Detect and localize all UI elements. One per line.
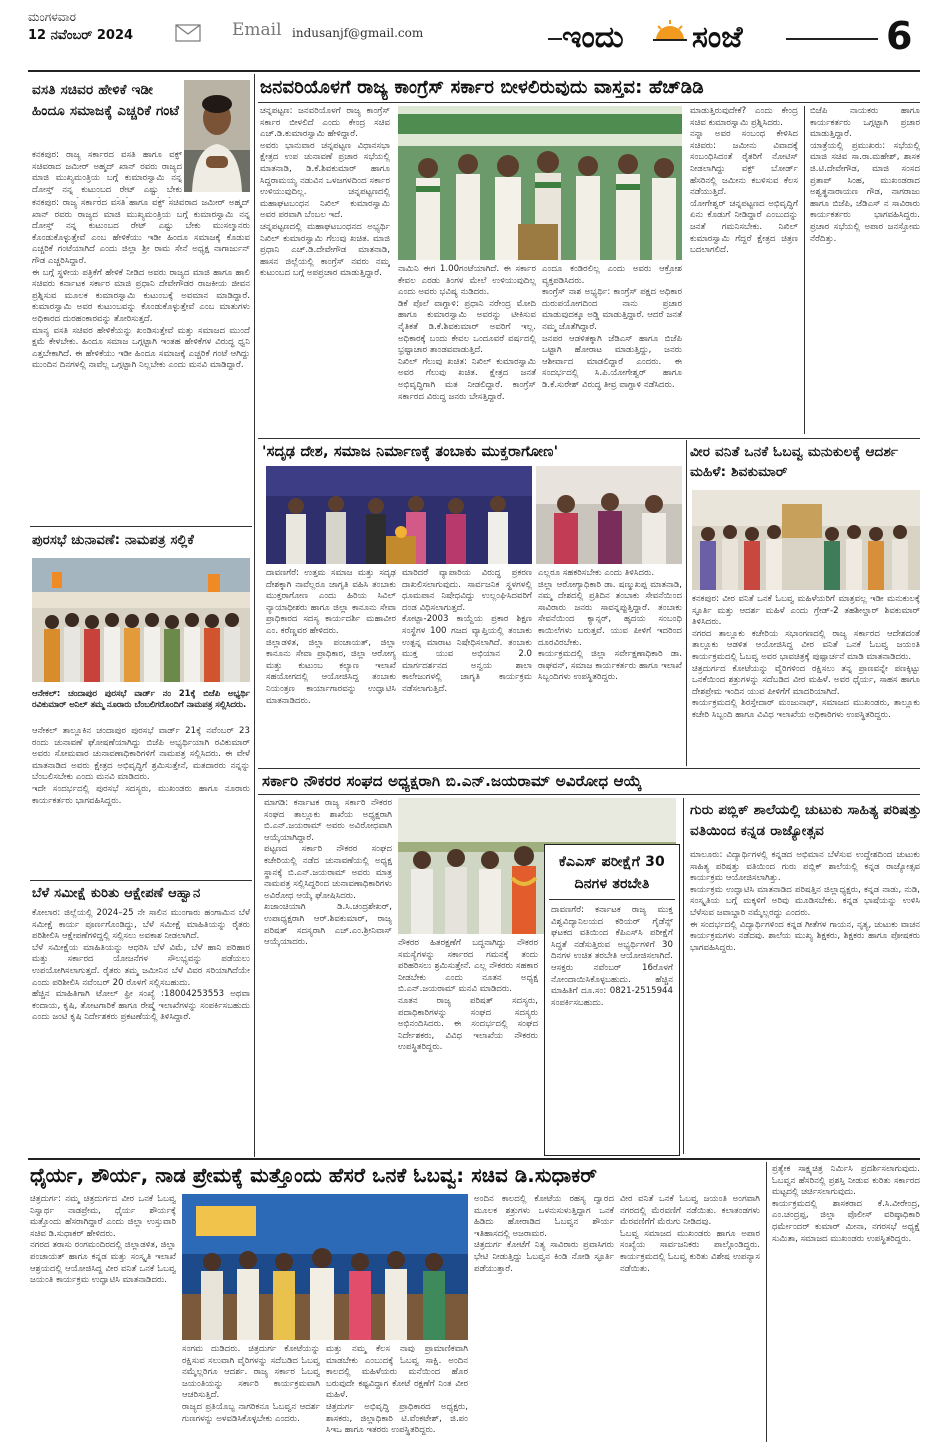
photo-sadrudha-right [536,466,682,564]
article-veeravanithe-body: ಕನಕಪುರ: ವೀರ ವನಿತೆ ಒನಕೆ ಓಬವ್ವ ಮಹಿಳೆಯರಿಗೆ ಮಾತ್ರವಲ್ಲ ಇಡೀ ಮನುಕುಲಕ್ಕೆ ಸ್ಫೂರ್ತಿ ಮತ್ತು ಆದರ್ಶ ಮಹಿಳೆ ಎಂದು ಗ್ರೇಡ್-2 ತಹಶೀಲ್ದಾರ್ ಶಿವಕುಮಾರ್ ತಿಳಿಸಿದರು. ನಗರದ ತಾಲ್ಲೂಕು ಕಚೇರಿಯ ಸಭಾಂಗಣದಲ್ಲಿ ರಾಜ್ಯ ಸರ್ಕಾರದ ಆದೇಶದಂತೆ ತಾಲ್ಲೂಕು ಆಡಳಿತ ಆಯೋಜಿಸಿದ್ದ ವೀರ ವನಿತೆ ಒನಕೆ ಓಬವ್ವ ಜಯಂತಿ ಕಾರ್ಯಕ್ರಮದಲ್ಲಿ ಓಬವ್ವ ಅವರ ಭಾವಚಿತ್ರಕ್ಕೆ ಪುಷ್ಪಾರ್ಚನೆ ಮಾಡಿ ಮಾತನಾಡಿದರು. ಚಿತ್ರದುರ್ಗದ ಕೋಟೆಯನ್ನು ವೈರಿಗಳಿಂದ ರಕ್ಷಿಸಲು ತನ್ನ ಪ್ರಾಣವನ್ನೇ ಪಣಕ್ಕಿಟ್ಟು ಒನಕೆಯಿಂದ ಶತ್ರುಗಳನ್ನು ಸದೆಬಡಿದ ವೀರ ಮಹಿಳೆ. ಅವರ ಧೈರ್ಯ, ಸಾಹಸ ಹಾಗೂ ದೇಶಪ್ರೇಮ ಇಂದಿನ ಯುವ ಪೀಳಿಗೆಗೆ ಮಾದರಿಯಾಗಿದೆ. ಕಾರ್ಯಕ್ರಮದಲ್ಲಿ ಶಿರಸ್ತೇದಾರ್ ಮಂಜುನಾಥ್, ಸಮಾಜದ ಮುಖಂಡರು, ತಾಲ್ಲೂಕು ಕಚೇರಿ ಸಿಬ್ಬಂದಿ ಹಾಗೂ ವಿವಿಧ ಇಲಾಖೆಯ ಅಧಿಕಾರಿಗಳು ಉಪಸ್ಥಿತರಿದ್ದರು. [692,594,920,720]
article-dhairya-col3: ಮತ್ತು ನಮ್ಮ ಕೆಲಸ ನಾವು ಪ್ರಾಮಾಣಿಕವಾಗಿ ಮಾಡಬೇಕು ಎಂಬುದಕ್ಕೆ ಓಬವ್ವ ಸಾಕ್ಷಿ. ಅಂದಿನ ಕಾಲದಲ್ಲಿ ಮಹಿಳೆಯರು ಮನೆಯಿಂದ ಹೊರ ಬರುವುದೇ ಕಷ್ಟವಿದ್ದಾಗ ಕೋಟೆ ರಕ್ಷಣೆಗೆ ನಿಂತ ವೀರ ಮಹಿಳೆ. ಚಿತ್ರದುರ್ಗ ಅಭಿವೃದ್ಧಿ ಪ್ರಾಧಿಕಾರದ ಅಧ್ಯಕ್ಷರು, ಶಾಸಕರು, ಜಿಲ್ಲಾಧಿಕಾರಿ ಟಿ.ವೆಂಕಟೇಶ್, ಜಿ.ಪಂ ಸಿಇಒ ಹಾಗೂ ಇತರರು ಉಪಸ್ಥಿತರಿದ್ದರು. [326,1344,468,1436]
masthead [0,0,945,68]
article-sadrudha-title: 'ಸದೃಢ ದೇಶ, ಸಮಾಜ ನಿರ್ಮಾಣಕ್ಕೆ ತಂಬಾಕು ಮುಕ್ತರಾಗೋಣ' [262,444,559,460]
kaves-title-rule [549,899,675,900]
article-dhairya-col5: ವೀರ ವನಿತೆ ಒನಕೆ ಓಬವ್ವ ಜಯಂತಿ ಅಂಗವಾಗಿ ನಗರದಲ್ಲಿ ಮೆರವಣಿಗೆ ನಡೆಯಿತು. ಕಲಾತಂಡಗಳು ಮೆರವಣಿಗೆಗೆ ಮೆರುಗು ನೀಡಿದವು. ಓಬವ್ವ ಸಮಾಜದ ಮುಖಂಡರು ಹಾಗೂ ಅಪಾರ ಸಂಖ್ಯೆಯ ಸಾರ್ವಜನಿಕರು ಪಾಲ್ಗೊಂಡಿದ್ದರು. ಕಾರ್ಯಕ್ರಮದಲ್ಲಿ ಓಬವ್ವ ಕುರಿತು ವಿಶೇಷ ಉಪನ್ಯಾಸ ನಡೆಯಿತು. [620,1194,760,1274]
email-label: Email [232,20,282,40]
photo-purasabhe [32,558,250,682]
article-janavari-col4: ಮಾಡುತ್ತಿರುವುದೇಕೆ? ಎಂದು ಕೇಂದ್ರ ಸಚಿವ ಕುಮಾರಸ್ವಾಮಿ ಪ್ರಶ್ನಿಸಿದರು. ನನ್ನಾ ಅವರ ಸಂಬಂಧ ಕೇಳಿಸಿದ ಸಚಿವರು: ಜಮೀನು ವಿವಾದಕ್ಕೆ ಸಂಬಂಧಿಸಿದಂತೆ ರೈತರಿಗೆ ನೋಟಿಸ್ ನೀಡಲಾಗಿದ್ದು ವಕ್ಫ್ ಬೋರ್ಡ್ ಹೆಸರಿನಲ್ಲಿ ಜಮೀನು ಕಬಳಿಸುವ ಕೆಲಸ ನಡೆಯುತ್ತಿದೆ. ಯೋಗೇಶ್ವರ್ ಚನ್ನಪಟ್ಟಣದ ಅಭಿವೃದ್ಧಿಗೆ ಏನು ಕೊಡುಗೆ ನೀಡಿದ್ದಾರೆ ಎಂಬುದನ್ನು ಜನತೆ ಗಮನಿಸಬೇಕು. ನಿಖಿಲ್ ಕುಮಾರಸ್ವಾಮಿ ಗೆದ್ದರೆ ಕ್ಷೇತ್ರದ ಚಿತ್ರಣ ಬದಲಾಗಲಿದೆ. [690,106,798,256]
article-janavari-title: ಜನವರಿಯೊಳಗೆ ರಾಜ್ಯ ಕಾಂಗ್ರೆಸ್ ಸರ್ಕಾರ ಬೀಳಲಿರುವುದು ವಾಸ್ತವ: ಹೆಚ್‌ಡಿಡಿ [260,77,704,98]
article-sarkari-title: ಸರ್ಕಾರಿ ನೌಕರರ ಸಂಘದ ಅಧ್ಯಕ್ಷರಾಗಿ ಬಿ.ಎನ್.ಜಯರಾಮ್ ಅವಿರೋಧ ಆಯ್ಕೆ [262,772,643,790]
logo-line-right [786,38,878,40]
article-bele-title: ಬೆಳೆ ಸಮೀಕ್ಷೆ ಕುರಿತು ಆಕ್ಷೇಪಣೆ ಆಹ್ವಾನ [32,886,201,901]
article-dhairya-col2: ಸಂಗಮ ದುಡಿದರು. ಚಿತ್ರದುರ್ಗ ಕೋಟೆಯನ್ನು ರಕ್ಷಿಸುವ ಸಲುವಾಗಿ ವೈರಿಗಳನ್ನು ಸದೆಬಡಿದ ಓಬವ್ವ ನಮ್ಮೆಲ್ಲರಿಗೂ ಆದರ್ಶ. ರಾಜ್ಯ ಸರ್ಕಾರ ಓಬವ್ವ ಜಯಂತಿಯನ್ನು ಸರ್ಕಾರಿ ಕಾರ್ಯಕ್ರಮವಾಗಿ ಆಚರಿಸುತ್ತಿದೆ. ರಾಜ್ಯದ ಪ್ರತಿಯೊಬ್ಬ ನಾಗರಿಕನೂ ಓಬವ್ವನ ಆದರ್ಶ ಗುಣಗಳನ್ನು ಅಳವಡಿಸಿಕೊಳ್ಳಬೇಕು ಎಂದರು. [182,1344,320,1424]
article-dhairya-col6: ಪ್ರತ್ಯೇಕ ಸಾಕ್ಷ್ಯಚಿತ್ರ ನಿರ್ಮಿಸಿ ಪ್ರದರ್ಶಿಸಲಾಗುವುದು. ಓಬವ್ವನ ಹೆಸರಿನಲ್ಲಿ ಪ್ರಶಸ್ತಿ ನೀಡುವ ಕುರಿತು ಸರ್ಕಾರದ ಮಟ್ಟದಲ್ಲಿ ಚರ್ಚಿಸಲಾಗುವುದು. ಕಾರ್ಯಕ್ರಮದಲ್ಲಿ ಶಾಸಕರಾದ ಕೆ.ಸಿ.ವೀರೇಂದ್ರ, ಎಂ.ಚಂದ್ರಪ್ಪ, ಜಿಲ್ಲಾ ಪೊಲೀಸ್ ವರಿಷ್ಠಾಧಿಕಾರಿ ಧರ್ಮೇಂದರ್ ಕುಮಾರ್ ಮೀನಾ, ನಗರಸಭೆ ಅಧ್ಯಕ್ಷೆ ಸುಮಿತಾ, ಸಮಾಜದ ಮುಖಂಡರು ಉಪಸ್ಥಿತರಿದ್ದರು. [772,1164,920,1244]
article-sadrudha-col3: ಎಲ್ಲರೂ ಸಹಕರಿಸಬೇಕು ಎಂದು ತಿಳಿಸಿದರು. ಜಿಲ್ಲಾ ಆರೋಗ್ಯಾಧಿಕಾರಿ ಡಾ. ಷಣ್ಮುಖಪ್ಪ ಮಾತನಾಡಿ, ನಮ್ಮ ದೇಶದಲ್ಲಿ ಪ್ರತಿದಿನ ತಂಬಾಕು ಸೇವನೆಯಿಂದ ಸಾವಿರಾರು ಜನರು ಸಾವನ್ನಪ್ಪುತ್ತಿದ್ದಾರೆ. ತಂಬಾಕು ಸೇವನೆಯಿಂದ ಕ್ಯಾನ್ಸರ್, ಹೃದಯ ಸಂಬಂಧಿ ಕಾಯಿಲೆಗಳು ಬರುತ್ತವೆ. ಯುವ ಪೀಳಿಗೆ ಇದರಿಂದ ದೂರವಿರಬೇಕು. ಕಾರ್ಯಕ್ರಮದಲ್ಲಿ ಜಿಲ್ಲಾ ಸರ್ವೇಕ್ಷಣಾಧಿಕಾರಿ ಡಾ. ರಾಘವನ್, ಸಮಾಜ ಕಾರ್ಯಕರ್ತರು ಹಾಗೂ ಇಲಾಖೆ ಸಿಬ್ಬಂದಿಗಳು ಉಪಸ್ಥಿತರಿದ್ದರು. [538,568,682,683]
article-janavari-col2: ನಾಮಿನಿ ಈಗ 1.00ಗಂಟೆಯಾಗಿದೆ. ಈ ಸರ್ಕಾರ ಕೇವಲ ಎರಡು ತಿಂಗಳ ಮೇಲೆ ಉಳಿಯುವುದಿಲ್ಲ ಎಂದು ಅವರು ಭವಿಷ್ಯ ನುಡಿದರು. ಡಿಕೆ ಪೊಲೆ ವಾಗ್ದಾಳಿ: ಪ್ರಧಾನಿ ನರೇಂದ್ರ ಮೋದಿ ಹಾಗೂ ಕುಮಾರಸ್ವಾಮಿ ಅವರನ್ನು ಟೀಕಿಸುವ ನೈತಿಕತೆ ಡಿ.ಕೆ.ಶಿವಕುಮಾರ್ ಅವರಿಗೆ ಇಲ್ಲ. ಅಧಿಕಾರಕ್ಕೆ ಬಂದು ಕೇವಲ ಒಂದೂವರೆ ವರ್ಷದಲ್ಲಿ ಭ್ರಷ್ಟಾಚಾರ ತಾಂಡವವಾಡುತ್ತಿದೆ. ನಿಖಿಲ್ ಗೆಲುವು ಖಚಿತ: ನಿಖಿಲ್ ಕುಮಾರಸ್ವಾಮಿ ಅವರ ಗೆಲುವು ಖಚಿತ. ಕ್ಷೇತ್ರದ ಜನತೆ ಅಭಿವೃದ್ಧಿಗಾಗಿ ಮತ ನೀಡಲಿದ್ದಾರೆ. ಕಾಂಗ್ರೆಸ್ ಸರ್ಕಾರದ ವಿರುದ್ಧ ಜನರು ಬೇಸತ್ತಿದ್ದಾರೆ. [398,264,536,402]
masthead-divider [28,70,920,72]
article-vasathi-body: ಕನಕಪುರ: ರಾಜ್ಯ ಸರ್ಕಾರದ ವಸತಿ ಹಾಗೂ ವಕ್ಫ್ ಸಚಿವರಾದ ಜಮೀರ್ ಅಹ್ಮದ್ ಖಾನ್ ರವರು ರಾಜ್ಯದ ಮಾಜಿ ಮುಖ್ಯಮಂತ್ರಿಯ ಬಗ್ಗೆ ಕುಮಾರಸ್ವಾಮಿ ನನ್ನ ದೋಸ್ತ್ ನನ್ನ ಕುಟುಂಬದ ರೇಟ್ ಎಷ್ಟು ಬೇಕು [32,150,182,195]
divider-2 [30,880,252,881]
article-dhairya-title: ಧೈರ್ಯ, ಶೌರ್ಯ, ನಾಡ ಪ್ರೇಮಕ್ಕೆ ಮತ್ತೊಂದು ಹೆಸರೆ ಒನಕೆ ಓಬವ್ವ: ಸಚಿವ ಡಿ.ಸುಧಾಕರ್ [30,1164,598,1187]
sun-icon [653,18,687,58]
photo-vasathi [184,80,250,192]
logo-left-text: ಇಂದು [562,20,624,55]
janavari-col-rule [804,106,805,434]
divider-5 [28,1158,920,1160]
article-janavari-col1: ಚನ್ನಪಟ್ಟಣ: ಜನವರಿಯೊಳಗೆ ರಾಜ್ಯ ಕಾಂಗ್ರೆಸ್ ಸರ್ಕಾರ ಬೀಳಲಿದೆ ಎಂದು ಕೇಂದ್ರ ಸಚಿವ ಎಚ್.ಡಿ.ಕುಮಾರಸ್ವಾಮಿ ಹೇಳಿದ್ದಾರೆ. ಅವರು ಭಾನುವಾರ ಚನ್ನಪಟ್ಟಣ ವಿಧಾನಸಭಾ ಕ್ಷೇತ್ರದ ಉಪ ಚುನಾವಣೆ ಪ್ರಚಾರ ಸಭೆಯಲ್ಲಿ ಮಾತನಾಡಿ, ಡಿ.ಕೆ.ಶಿವಕುಮಾರ್ ಹಾಗೂ ಸಿದ್ದರಾಮಯ್ಯ ನಡುವಿನ ಒಳಜಗಳದಿಂದ ಸರ್ಕಾರ ಉಳಿಯುವುದಿಲ್ಲ. ಚನ್ನಪಟ್ಟಣದಲ್ಲಿ ಮಹಾಘಟಬಂಧನ ನಿಖಿಲ್ ಕುಮಾರಸ್ವಾಮಿ ಅವರ ಪರವಾಗಿ ಬೆಂಬಲ ಇದೆ. ಚನ್ನಪಟ್ಟಣದಲ್ಲಿ ಮಹಾಘಟಬಂಧನದ ಅಭ್ಯರ್ಥಿ ನಿಖಿಲ್ ಕುಮಾರಸ್ವಾಮಿ ಗೆಲುವು ಖಚಿತ. ಮಾಜಿ ಪ್ರಧಾನಿ ಎಚ್.ಡಿ.ದೇವೇಗೌಡ ಮಾತನಾಡಿ, ಹಾಸನ ಜಿಲ್ಲೆಯಲ್ಲಿ ಕಾಂಗ್ರೆಸ್ ನವರು ನಮ್ಮ ಕುಟುಂಬದ ಬಗ್ಗೆ ಅಪಪ್ರಚಾರ ಮಾಡುತ್ತಿದ್ದಾರೆ. [260,106,390,279]
logo-line-left [548,38,562,40]
photo-veeravanithe [692,490,920,590]
sadrudha-right-rule [686,440,687,766]
article-vasathi-body-cont: ಕನಕಪುರ: ರಾಜ್ಯ ಸರ್ಕಾರದ ವಸತಿ ಹಾಗೂ ವಕ್ಫ್ ಸಚಿವರಾದ ಜಮೀರ್ ಅಹ್ಮದ್ ಖಾನ್ ರವರು ರಾಜ್ಯದ ಮಾಜಿ ಮುಖ್ಯಮಂತ್ರಿಯ ಬಗ್ಗೆ ಕುಮಾರಸ್ವಾಮಿ ನನ್ನ ದೋಸ್ತ್ ನನ್ನ ಕುಟುಂಬದ ರೇಟ್ ಎಷ್ಟು ಬೇಕು ಮುಸಲ್ಮಾನರು ಕೊಂಡುಕೊಳ್ಳುತ್ತೇವೆ ಎಂಬ ಹೇಳಿಕೆಯು ಇಡೀ ಹಿಂದೂ ಸಮಾಜಕ್ಕೆ ಕೊಡುವ ಎಚ್ಚರಿಕೆ ಗಂಟೆಯಾಗಿದೆ ಎಂದು ಜಿಲ್ಲಾ ಶ್ರೀ ರಾಮ ಸೇನೆ ಅಧ್ಯಕ್ಷ ನಾಗಾರ್ಜುನ್ ಗೌಡ ಎಚ್ಚರಿಸಿದ್ದಾರೆ. ಈ ಬಗ್ಗೆ ಸ್ಥಳೀಯ ಪತ್ರಿಕೆಗೆ ಹೇಳಿಕೆ ನೀಡಿದ ಅವರು ರಾಜ್ಯದ ಮಾಜಿ ಹಾಗೂ ಹಾಲಿ ಸಚಿವರು ಕರ್ನಾಟಕ ಸರ್ಕಾರ ಮಾಜಿ ಪ್ರಧಾನಿ ದೇವೇಗೌಡರ ರಾಜಕೀಯ ಜೀವನ ಪ್ರಶ್ನಿಸುವ ಮೂಲಕ ಕುಮಾರಸ್ವಾಮಿ ಕುಟುಂಬಕ್ಕೆ ಅವಮಾನ ಮಾಡಿದ್ದಾರೆ. ಕುಮಾರಸ್ವಾಮಿ ಅವರ ಕುಟುಂಬವನ್ನು ಕೊಂಡುಕೊಳ್ಳುತ್ತೇವೆ ಎಂಬ ಮಾತುಗಳು ಅಧಿಕಾರದ ದುರಹಂಕಾರವನ್ನು ತೋರಿಸುತ್ತದೆ. ಮಾನ್ಯ ವಸತಿ ಸಚಿವರ ಹೇಳಿಕೆಯನ್ನು ಖಂಡಿಸುತ್ತೇವೆ ಮತ್ತು ಸಮಾಜದ ಮುಂದೆ ಕ್ಷಮೆ ಕೇಳಬೇಕು. ಹಿಂದೂ ಸಮಾಜ ಒಗ್ಗಟ್ಟಾಗಿ ಇಂತಹ ಹೇಳಿಕೆಗಳ ವಿರುದ್ಧ ಧ್ವನಿ ಎತ್ತಬೇಕಾಗಿದೆ. ಈ ಹೇಳಿಕೆಯು ಇಡೀ ಹಿಂದೂ ಸಮಾಜಕ್ಕೆ ಎಚ್ಚರಿಕೆ ಗಂಟೆ ಆಗಿದ್ದು ಮುಂದಿನ ದಿನಗಳಲ್ಲಿ ನಾವೆಲ್ಲ ಒಗ್ಗಟ್ಟಾಗಿ ನಿಲ್ಲಬೇಕು ಎಂದು ಮನವಿ ಮಾಡಿದ್ದಾರೆ. [32,198,250,371]
article-sadrudha-col2: ಮಾರಿದರೆ ವ್ಯಾಪಾರಿಯ ವಿರುದ್ಧ ಪ್ರಕರಣ ದಾಖಲಿಸಲಾಗುವುದು. ಸಾರ್ವಜನಿಕ ಸ್ಥಳಗಳಲ್ಲಿ ಧೂಮಪಾನ ನಿಷೇಧವಿದ್ದು ಉಲ್ಲಂಘಿಸಿದವರಿಗೆ ದಂಡ ವಿಧಿಸಲಾಗುತ್ತದೆ. ಕೋಟ್ಪಾ-2003 ಕಾಯ್ದೆಯ ಪ್ರಕಾರ ಶಿಕ್ಷಣ ಸಂಸ್ಥೆಗಳ 100 ಗಜದ ವ್ಯಾಪ್ತಿಯಲ್ಲಿ ತಂಬಾಕು ಉತ್ಪನ್ನ ಮಾರಾಟ ನಿಷೇಧಿಸಲಾಗಿದೆ. ತಂಬಾಕು ಮುಕ್ತ ಯುವ ಅಭಿಯಾನ 2.0 ಮಾರ್ಗದರ್ಶನದ ಅನ್ವಯ ಶಾಲಾ ಕಾಲೇಜುಗಳಲ್ಲಿ ಜಾಗೃತಿ ಕಾರ್ಯಕ್ರಮ ನಡೆಸಲಾಗುತ್ತಿದೆ. [402,568,532,694]
envelope-icon [175,24,201,42]
article-sadrudha-col1: ದಾವಣಗೆರೆ: ಉತ್ತಮ ಸಮಾಜ ಮತ್ತು ಸದೃಢ ದೇಶಕ್ಕಾಗಿ ನಾವೆಲ್ಲರೂ ಜಾಗೃತಿ ವಹಿಸಿ ತಂಬಾಕು ಮುಕ್ತರಾಗೋಣ ಎಂದು ಹಿರಿಯ ಸಿವಿಲ್ ನ್ಯಾಯಾಧೀಶರು ಹಾಗೂ ಜಿಲ್ಲಾ ಕಾನೂನು ಸೇವಾ ಪ್ರಾಧಿಕಾರದ ಸದಸ್ಯ ಕಾರ್ಯದರ್ಶಿ ಮಹಾವೀರ ಎಂ. ಕರೆಣ್ಣವರ ಹೇಳಿದರು. ಜಿಲ್ಲಾಡಳಿತ, ಜಿಲ್ಲಾ ಪಂಚಾಯತ್, ಜಿಲ್ಲಾ ಕಾನೂನು ಸೇವಾ ಪ್ರಾಧಿಕಾರ, ಜಿಲ್ಲಾ ಆರೋಗ್ಯ ಮತ್ತು ಕುಟುಂಬ ಕಲ್ಯಾಣ ಇಲಾಖೆ ಸಹಯೋಗದಲ್ಲಿ ಆಯೋಜಿಸಿದ್ದ ತಂಬಾಕು ನಿಯಂತ್ರಣ ಕಾರ್ಯಾಗಾರವನ್ನು ಉದ್ಘಾಟಿಸಿ ಮಾತನಾಡಿದರು. [266,568,396,706]
article-janavari-col5: ಬಿಜೆಪಿ ನಾಯಕರು ಹಾಗೂ ಕಾರ್ಯಕರ್ತರು ಒಗ್ಗಟ್ಟಾಗಿ ಪ್ರಚಾರ ಮಾಡುತ್ತಿದ್ದಾರೆ. ಯಾತ್ರೆಯಲ್ಲಿ ಪ್ರಮುಖರು: ಸಭೆಯಲ್ಲಿ ಮಾಜಿ ಸಚಿವ ಸಾ.ರಾ.ಮಹೇಶ್, ಶಾಸಕ ಜಿ.ಟಿ.ದೇವೇಗೌಡ, ಮಾಜಿ ಸಂಸದ ಪ್ರತಾಪ್ ಸಿಂಹ, ಮುಖಂಡರಾದ ಅಶ್ವತ್ಥನಾರಾಯಣ ಗೌಡ, ನಾಗರಾಜು ಹಾಗೂ ಬಿಜೆಪಿ, ಜೆಡಿಎಸ್ ನ ಸಾವಿರಾರು ಕಾರ್ಯಕರ್ತರು ಭಾಗವಹಿಸಿದ್ದರು. ಪ್ರಚಾರ ಸಭೆಯಲ್ಲಿ ಅಪಾರ ಜನಸ್ತೋಮ ನೆರೆದಿತ್ತು. [810,106,920,244]
caption-purasabhe: ಆನೇಕಲ್: ಚಂದಾಪುರ ಪುರಸಭೆ ವಾರ್ಡ್ ನಂ 21ಕ್ಕೆ ಬಿಜೆಪಿ ಅಭ್ಯರ್ಥಿ ರವಿಕುಮಾರ್ ಅನಿಲ್ ತಮ್ಮ ನೂರಾರು ಬೆಂಬಲಿಗರೊಂದಿಗೆ ನಾಮಪತ್ರ ಸಲ್ಲಿಸಿದರು. [32,688,250,710]
page-number: 6 [886,14,913,58]
article-sarkari-col1: ಮಾಗಡಿ: ಕರ್ನಾಟಕ ರಾಜ್ಯ ಸರ್ಕಾರಿ ನೌಕರರ ಸಂಘದ ತಾಲ್ಲೂಕು ಶಾಖೆಯ ಅಧ್ಯಕ್ಷರಾಗಿ ಬಿ.ಎನ್.ಜಯರಾಮ್ ಅವರು ಅವಿರೋಧವಾಗಿ ಆಯ್ಕೆಯಾಗಿದ್ದಾರೆ. ಪಟ್ಟಣದ ಸರ್ಕಾರಿ ನೌಕರರ ಸಂಘದ ಕಚೇರಿಯಲ್ಲಿ ನಡೆದ ಚುನಾವಣೆಯಲ್ಲಿ ಅಧ್ಯಕ್ಷ ಸ್ಥಾನಕ್ಕೆ ಬಿ.ಎನ್.ಜಯರಾಮ್ ಅವರು ಮಾತ್ರ ನಾಮಪತ್ರ ಸಲ್ಲಿಸಿದ್ದರಿಂದ ಚುನಾವಣಾಧಿಕಾರಿಗಳು ಅವಿರೋಧ ಆಯ್ಕೆ ಘೋಷಿಸಿದರು. ಖಜಾಂಚಿಯಾಗಿ ಡಿ.ಸಿ.ಚಂದ್ರಶೇಖರ್, ಉಪಾಧ್ಯಕ್ಷರಾಗಿ ಆರ್.ಶಿವಕುಮಾರ್, ರಾಜ್ಯ ಪರಿಷತ್ ಸದಸ್ಯರಾಗಿ ಎಚ್.ಎಂ.ಶ್ರೀನಿವಾಸ್ ಆಯ್ಕೆಯಾದರು. [264,798,392,948]
kaves-box [544,844,680,1156]
article-guru-title: ಗುರು ಪಬ್ಲಿಕ್ ಶಾಲೆಯಲ್ಲಿ ಚುಟುಕು ಸಾಹಿತ್ಯ ಪರಿಷತ್ತು ವತಿಯಿಂದ ಕನ್ನಡ ರಾಜ್ಯೋತ್ಸವ [690,802,922,839]
article-sarkari-col2-text: ನೌಕರರ ಹಿತರಕ್ಷಣೆಗೆ ಬದ್ಧನಾಗಿದ್ದು ನೌಕರರ ಸಮಸ್ಯೆಗಳನ್ನು ಸರ್ಕಾರದ ಗಮನಕ್ಕೆ ತಂದು ಪರಿಹರಿಸಲು ಶ್ರಮಿಸುತ್ತೇನೆ. ಎಲ್ಲ ನೌಕರರು ಸಹಕಾರ ನೀಡಬೇಕು ಎಂದು ನೂತನ ಅಧ್ಯಕ್ಷ ಬಿ.ಎನ್.ಜಯರಾಮ್ ಮನವಿ ಮಾಡಿದರು. ನೂತನ ರಾಜ್ಯ ಪರಿಷತ್ ಸದಸ್ಯರು, ಪದಾಧಿಕಾರಿಗಳನ್ನು ಸಂಘದ ಸದಸ್ಯರು ಅಭಿನಂದಿಸಿದರು. ಈ ಸಂದರ್ಭದಲ್ಲಿ ಸಂಘದ ನಿರ್ದೇಶಕರು, ವಿವಿಧ ಇಲಾಖೆಯ ನೌಕರರು ಉಪಸ್ಥಿತರಿದ್ದರು. [398,938,538,1053]
logo-right-text: ಸಂಜೆ [692,20,743,55]
photo-janavari [398,106,682,260]
divider-3 [258,438,920,439]
photo-dhairya [182,1194,468,1340]
divider-4 [258,768,920,769]
divider-1 [30,526,252,527]
article-purasabhe-body: ಆನೇಕಲ್ ತಾಲ್ಲೂಕಿನ ಚಂದಾಪುರ ಪುರಸಭೆ ವಾರ್ಡ್ 21ಕ್ಕೆ ನವೆಂಬರ್ 23 ರಂದು ಚುನಾವಣೆ ಘೋಷಣೆಯಾಗಿದ್ದು ಬಿಜೆಪಿ ಅಭ್ಯರ್ಥಿಯಾಗಿ ರವಿಕುಮಾರ್ ಅವರು ಸೋಮವಾರ ಚುನಾವಣಾಧಿಕಾರಿಗಳಿಗೆ ನಾಮಪತ್ರ ಸಲ್ಲಿಸಿದರು. ಈ ವೇಳೆ ಮಾತನಾಡಿದ ಅವರು ಕ್ಷೇತ್ರದ ಅಭಿವೃದ್ಧಿಗೆ ಶ್ರಮಿಸುತ್ತೇನೆ, ಮತದಾರರು ನನ್ನನ್ನು ಬೆಂಬಲಿಸಬೇಕು ಎಂದು ಮನವಿ ಮಾಡಿದರು. ಇದೇ ಸಂದರ್ಭದಲ್ಲಿ ಪುರಸಭೆ ಸದಸ್ಯರು, ಮುಖಂಡರು ಹಾಗೂ ನೂರಾರು ಕಾರ್ಯಕರ್ತರು ಭಾಗವಹಿಸಿದ್ದರು. [32,726,250,806]
photo-sadrudha [266,466,532,564]
article-dhairya-col1: ಚಿತ್ರದುರ್ಗ: ನಮ್ಮ ಚಿತ್ರದುರ್ಗದ ವೀರ ಒನಕೆ ಓಬವ್ವ ನಿಸ್ವಾರ್ಥ ನಾಡಪ್ರೇಮ, ಧೈರ್ಯ ಶೌರ್ಯಕ್ಕೆ ಮತ್ತೊಂದು ಹೆಸರಾಗಿದ್ದಾರೆ ಎಂದು ಜಿಲ್ಲಾ ಉಸ್ತುವಾರಿ ಸಚಿವ ಡಿ.ಸುಧಾಕರ್ ಹೇಳಿದರು. ನಗರದ ತರಾಸು ರಂಗಮಂದಿರದಲ್ಲಿ ಜಿಲ್ಲಾಡಳಿತ, ಜಿಲ್ಲಾ ಪಂಚಾಯತ್ ಹಾಗೂ ಕನ್ನಡ ಮತ್ತು ಸಂಸ್ಕೃತಿ ಇಲಾಖೆ ಆಶ್ರಯದಲ್ಲಿ ಆಯೋಜಿಸಿದ್ದ ವೀರ ವನಿತೆ ಒನಕೆ ಓಬವ್ವ ಜಯಂತಿ ಕಾರ್ಯಕ್ರಮ ಉದ್ಘಾಟಿಸಿ ಮಾತನಾಡಿದರು. [30,1194,176,1286]
logo [548,20,878,64]
article-janavari-col3: ಎಂದೂ ಕಂಡಿರಲಿಲ್ಲ ಎಂದು ಅವರು ಆಕ್ರೋಶ ವ್ಯಕ್ತಪಡಿಸಿದರು. ಕಾಂಗ್ರೆಸ್ ನಾಶ ಅಭ್ಯರ್ಥಿ: ಕಾಂಗ್ರೆಸ್ ಪಕ್ಷದ ಅಧಿಕಾರ ದುರುಪಯೋಗದಿಂದ ನಾನು ಪ್ರಚಾರ ಮಾಡುವುದಕ್ಕೂ ಅಡ್ಡಿ ಮಾಡುತ್ತಿದ್ದಾರೆ. ಆದರೆ ಜನತೆ ನಮ್ಮ ಜೊತೆಗಿದ್ದಾರೆ. ಜನಪರ ಆಡಳಿತಕ್ಕಾಗಿ ಜೆಡಿಎಸ್ ಹಾಗೂ ಬಿಜೆಪಿ ಒಟ್ಟಾಗಿ ಹೋರಾಟ ಮಾಡುತ್ತಿದ್ದು, ಜನರು ಆಶೀರ್ವಾದ ಮಾಡಲಿದ್ದಾರೆ ಎಂದರು. ಈ ಸಂದರ್ಭದಲ್ಲಿ ಸಿ.ಪಿ.ಯೋಗೇಶ್ವರ್ ಹಾಗೂ ಡಿ.ಕೆ.ಸುರೇಶ್ ವಿರುದ್ಧ ತೀವ್ರ ವಾಗ್ದಾಳಿ ನಡೆಸಿದರು. [542,264,682,390]
email-address[interactable]: indusanjf@gmail.com [292,26,424,40]
article-bele-body: ಕೋಲಾರ: ಜಿಲ್ಲೆಯಲ್ಲಿ 2024–25 ನೇ ಸಾಲಿನ ಮುಂಗಾರು ಹಂಗಾಮಿನ ಬೆಳೆ ಸಮೀಕ್ಷೆ ಕಾರ್ಯ ಪೂರ್ಣಗೊಂಡಿದ್ದು, ಬೆಳೆ ಸಮೀಕ್ಷೆ ಮಾಹಿತಿಯನ್ನು ರೈತರು ಪರಿಶೀಲಿಸಿ ಆಕ್ಷೇಪಣೆಗಳಿದ್ದಲ್ಲಿ ಸಲ್ಲಿಸಲು ಅವಕಾಶ ನೀಡಲಾಗಿದೆ. ಬೆಳೆ ಸಮೀಕ್ಷೆಯ ಮಾಹಿತಿಯನ್ನು ಆಧರಿಸಿ ಬೆಳೆ ವಿಮೆ, ಬೆಳೆ ಹಾನಿ ಪರಿಹಾರ ಮತ್ತು ಸರ್ಕಾರದ ಯೋಜನೆಗಳ ಸೌಲಭ್ಯವನ್ನು ಪಡೆಯಲು ಉಪಯೋಗಿಸಲಾಗುತ್ತದೆ. ರೈತರು ತಮ್ಮ ಜಮೀನಿನ ಬೆಳೆ ವಿವರ ಸರಿಯಾಗಿದೆಯೇ ಎಂದು ಪರಿಶೀಲಿಸಿ ನವೆಂಬರ್ 20 ರೊಳಗೆ ಸಲ್ಲಿಸಬಹುದು. ಹೆಚ್ಚಿನ ಮಾಹಿತಿಗಾಗಿ ಟೋಲ್ ಫ್ರೀ ಸಂಖ್ಯೆ :18004253553 ಅಥವಾ ಕಂದಾಯ, ಕೃಷಿ, ತೋಟಗಾರಿಕೆ ಹಾಗೂ ರೇಷ್ಮೆ ಇಲಾಖೆಗಳನ್ನು ಸಂಪರ್ಕಿಸಬಹುದು ಎಂದು ಜಂಟಿ ಕೃಷಿ ನಿರ್ದೇಶಕರು ಪ್ರಕಟಣೆಯಲ್ಲಿ ತಿಳಿಸಿದ್ದಾರೆ. [32,908,250,1023]
dhairya-right-rule [766,1162,767,1442]
article-dhairya-col4: ಅಂದಿನ ಕಾಲದಲ್ಲಿ ಕೋಟೆಯ ರಹಸ್ಯ ದ್ವಾರದ ಮೂಲಕ ಶತ್ರುಗಳು ಒಳನುಸುಳುತ್ತಿದ್ದಾಗ ಒನಕೆ ಹಿಡಿದು ಹೋರಾಡಿದ ಓಬವ್ವನ ಶೌರ್ಯ ಇತಿಹಾಸದಲ್ಲಿ ಅಜರಾಮರ. ಚಿತ್ರದುರ್ಗ ಕೋಟೆಗೆ ನಿತ್ಯ ಸಾವಿರಾರು ಪ್ರವಾಸಿಗರು ಭೇಟಿ ನೀಡುತ್ತಿದ್ದು ಓಬವ್ವನ ಕಿಂಡಿ ನೋಡಿ ಸ್ಫೂರ್ತಿ ಪಡೆಯುತ್ತಾರೆ. [474,1194,614,1274]
janavari-title-rule [258,102,920,103]
article-guru-body: ಮಾಲೂರು: ವಿದ್ಯಾರ್ಥಿಗಳಲ್ಲಿ ಕನ್ನಡದ ಅಭಿಮಾನ ಬೆಳೆಸುವ ಉದ್ದೇಶದಿಂದ ಚುಟುಕು ಸಾಹಿತ್ಯ ಪರಿಷತ್ತು ವತಿಯಿಂದ ಗುರು ಪಬ್ಲಿಕ್ ಶಾಲೆಯಲ್ಲಿ ಕನ್ನಡ ರಾಜ್ಯೋತ್ಸವ ಕಾರ್ಯಕ್ರಮ ಆಯೋಜಿಸಲಾಗಿತ್ತು. ಕಾರ್ಯಕ್ರಮ ಉದ್ಘಾಟಿಸಿ ಮಾತನಾಡಿದ ಪರಿಷತ್ತಿನ ಜಿಲ್ಲಾಧ್ಯಕ್ಷರು, ಕನ್ನಡ ನಾಡು, ನುಡಿ, ಸಂಸ್ಕೃತಿಯ ಬಗ್ಗೆ ಮಕ್ಕಳಿಗೆ ಅರಿವು ಮೂಡಿಸಬೇಕು. ಕನ್ನಡ ಭಾಷೆಯನ್ನು ಉಳಿಸಿ ಬೆಳೆಸುವ ಜವಾಬ್ದಾರಿ ನಮ್ಮೆಲ್ಲರದ್ದು ಎಂದರು. ಈ ಸಂದರ್ಭದಲ್ಲಿ ವಿದ್ಯಾರ್ಥಿಗಳಿಂದ ಕನ್ನಡ ಗೀತೆಗಳ ಗಾಯನ, ನೃತ್ಯ, ಚುಟುಕು ವಾಚನ ಕಾರ್ಯಕ್ರಮಗಳು ನಡೆದವು. ಶಾಲೆಯ ಮುಖ್ಯ ಶಿಕ್ಷಕರು, ಶಿಕ್ಷಕರು ಹಾಗೂ ಪೋಷಕರು ಭಾಗವಹಿಸಿದ್ದರು. [690,850,920,953]
article-veeravanithe-title: ವೀರ ವನಿತೆ ಒನಕೆ ಓಬವ್ವ ಮನುಕುಲಕ್ಕೆ ಆದರ್ಶ ಮಹಿಳೆ: ಶಿವಕುಮಾರ್ [690,444,899,480]
article-purasabhe-title: ಪುರಸಭೆ ಚುನಾವಣೆ: ನಾಮಪತ್ರ ಸಲ್ಲಿಕೆ [32,533,195,548]
left-column-rule [254,74,255,1157]
article-kaves-title: ಕೆಎಎಸ್ ಪರೀಕ್ಷೆಗೆ 30 ದಿನಗಳ ತರಬೇತಿ [559,854,665,892]
guru-left-rule [683,798,684,1154]
issue-date: 12 ನವೆಂಬರ್ 2024 [28,28,134,43]
sarkari-title-rule [258,794,920,795]
article-kaves-body: ದಾವಣಗೆರೆ: ಕರ್ನಾಟಕ ರಾಜ್ಯ ಮುಕ್ತ ವಿಶ್ವವಿದ್ಯಾನಿಲಯದ ಕರಿಯರ್ ಗೈಡೆನ್ಸ್ ಘಟಕದ ವತಿಯಿಂದ ಕೆಪಿಎಸ್‌ಸಿ ಪರೀಕ್ಷೆಗೆ ಸಿದ್ಧತೆ ನಡೆಸುತ್ತಿರುವ ಅಭ್ಯರ್ಥಿಗಳಿಗೆ 30 ದಿನಗಳ ಉಚಿತ ತರಬೇತಿ ಆಯೋಜಿಸಲಾಗಿದೆ. ಆಸಕ್ತರು ನವೆಂಬರ್ 16ರೊಳಗೆ ನೋಂದಾಯಿಸಿಕೊಳ್ಳಬಹುದು. ಹೆಚ್ಚಿನ ಮಾಹಿತಿಗೆ ದೂ.ಸಂ: 0821-2515944 ಸಂಪರ್ಕಿಸಬಹುದು. [551,905,673,1008]
article-vasathi-title: ವಸತಿ ಸಚಿವರ ಹೇಳಿಕೆ ಇಡೀ ಹಿಂದೂ ಸಮಾಜಕ್ಕೆ ಎಚ್ಚರಿಕೆ ಗಂಟೆ [32,82,180,119]
issue-day: ಮಂಗಳವಾರ [28,10,77,24]
